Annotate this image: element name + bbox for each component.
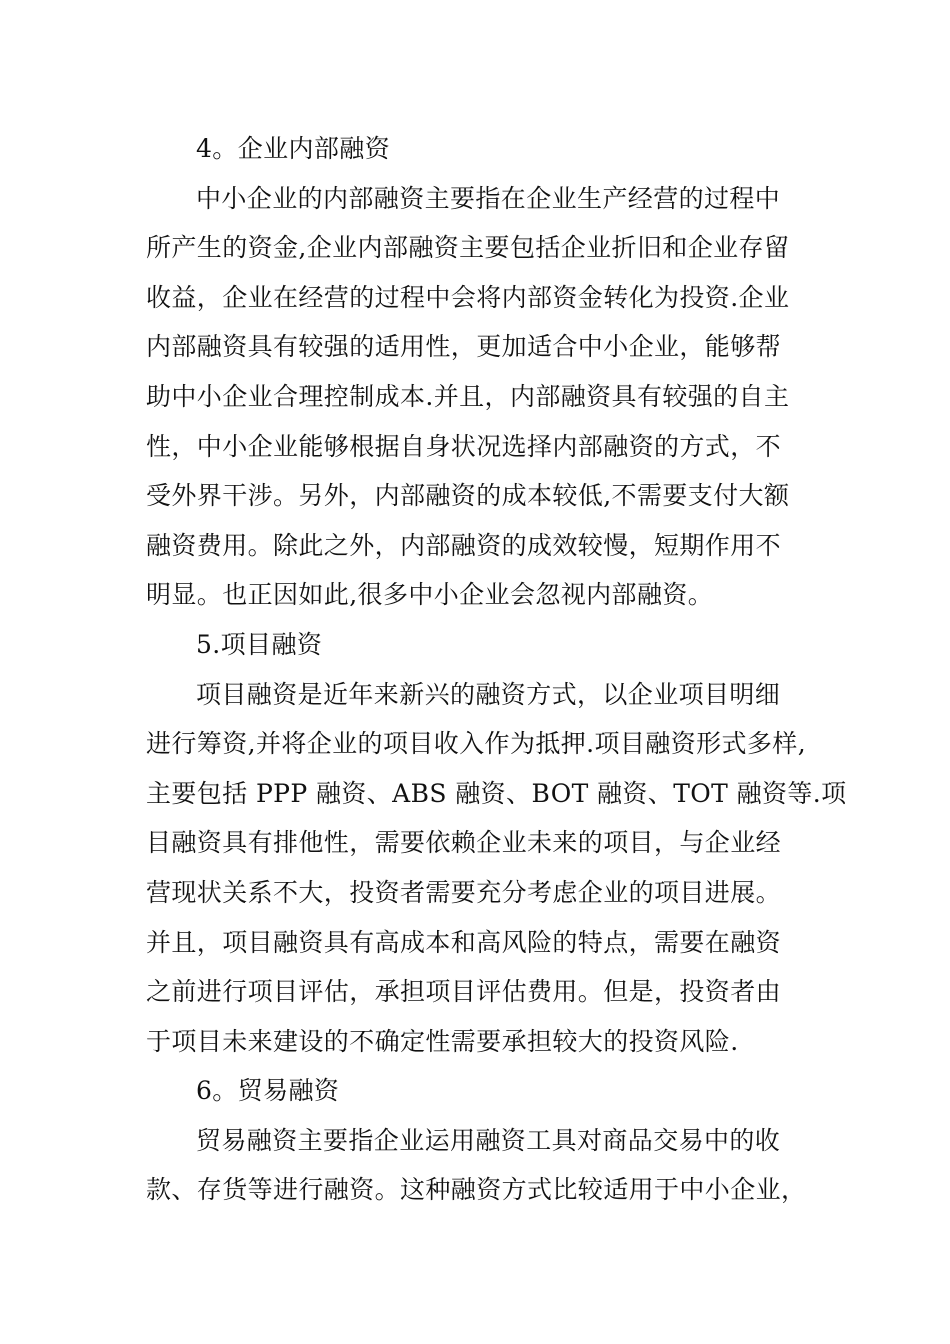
paragraph-line: 受外界干涉。另外，内部融资的成本较低,不需要支付大额 [146,481,790,511]
section-heading-project-financing: 5.项目融资 [196,629,323,659]
paragraph-line: 融资费用。除此之外，内部融资的成效较慢，短期作用不 [146,530,782,560]
paragraph-line: 进行筹资,并将企业的项目收入作为抵押.项目融资形式多样, [146,729,807,759]
paragraph-line: 性，中小企业能够根据自身状况选择内部融资的方式，不 [146,431,782,461]
paragraph-line: 之前进行项目评估，承担项目评估费用。但是，投资者由 [146,977,782,1007]
paragraph-line: 收益，企业在经营的过程中会将内部资金转化为投资.企业 [146,282,790,312]
paragraph-line: 所产生的资金,企业内部融资主要包括企业折旧和企业存留 [146,233,790,263]
paragraph-line: 并且，项目融资具有高成本和高风险的特点，需要在融资 [146,927,782,957]
paragraph-line: 于项目未来建设的不确定性需要承担较大的投资风险. [146,1026,739,1056]
paragraph-line: 中小企业的内部融资主要指在企业生产经营的过程中 [196,183,781,213]
paragraph-line: 项目融资是近年来新兴的融资方式，以企业项目明细 [196,679,781,709]
section-heading-internal-financing: 4。企业内部融资 [196,134,391,163]
paragraph-line: 目融资具有排他性，需要依赖企业未来的项目，与企业经 [146,828,782,858]
paragraph-line: 明显。也正因如此,很多中小企业会忽视内部融资。 [146,580,714,610]
paragraph-line: 款、存货等进行融资。这种融资方式比较适用于中小企业， [146,1175,807,1205]
paragraph-line: 贸易融资主要指企业运用融资工具对商品交易中的收 [196,1125,781,1155]
document-body [146,124,847,1215]
paragraph-line: 主要包括 PPP 融资、ABS 融资、BOT 融资、TOT 融资等.项 [146,778,847,808]
paragraph-line: 助中小企业合理控制成本.并且，内部融资具有较强的自主 [146,381,790,411]
paragraph-line: 内部融资具有较强的适用性，更加适合中小企业，能够帮 [146,332,782,362]
paragraph-line: 营现状关系不大，投资者需要充分考虑企业的项目进展。 [146,877,782,907]
section-heading-trade-financing: 6。贸易融资 [196,1076,340,1106]
